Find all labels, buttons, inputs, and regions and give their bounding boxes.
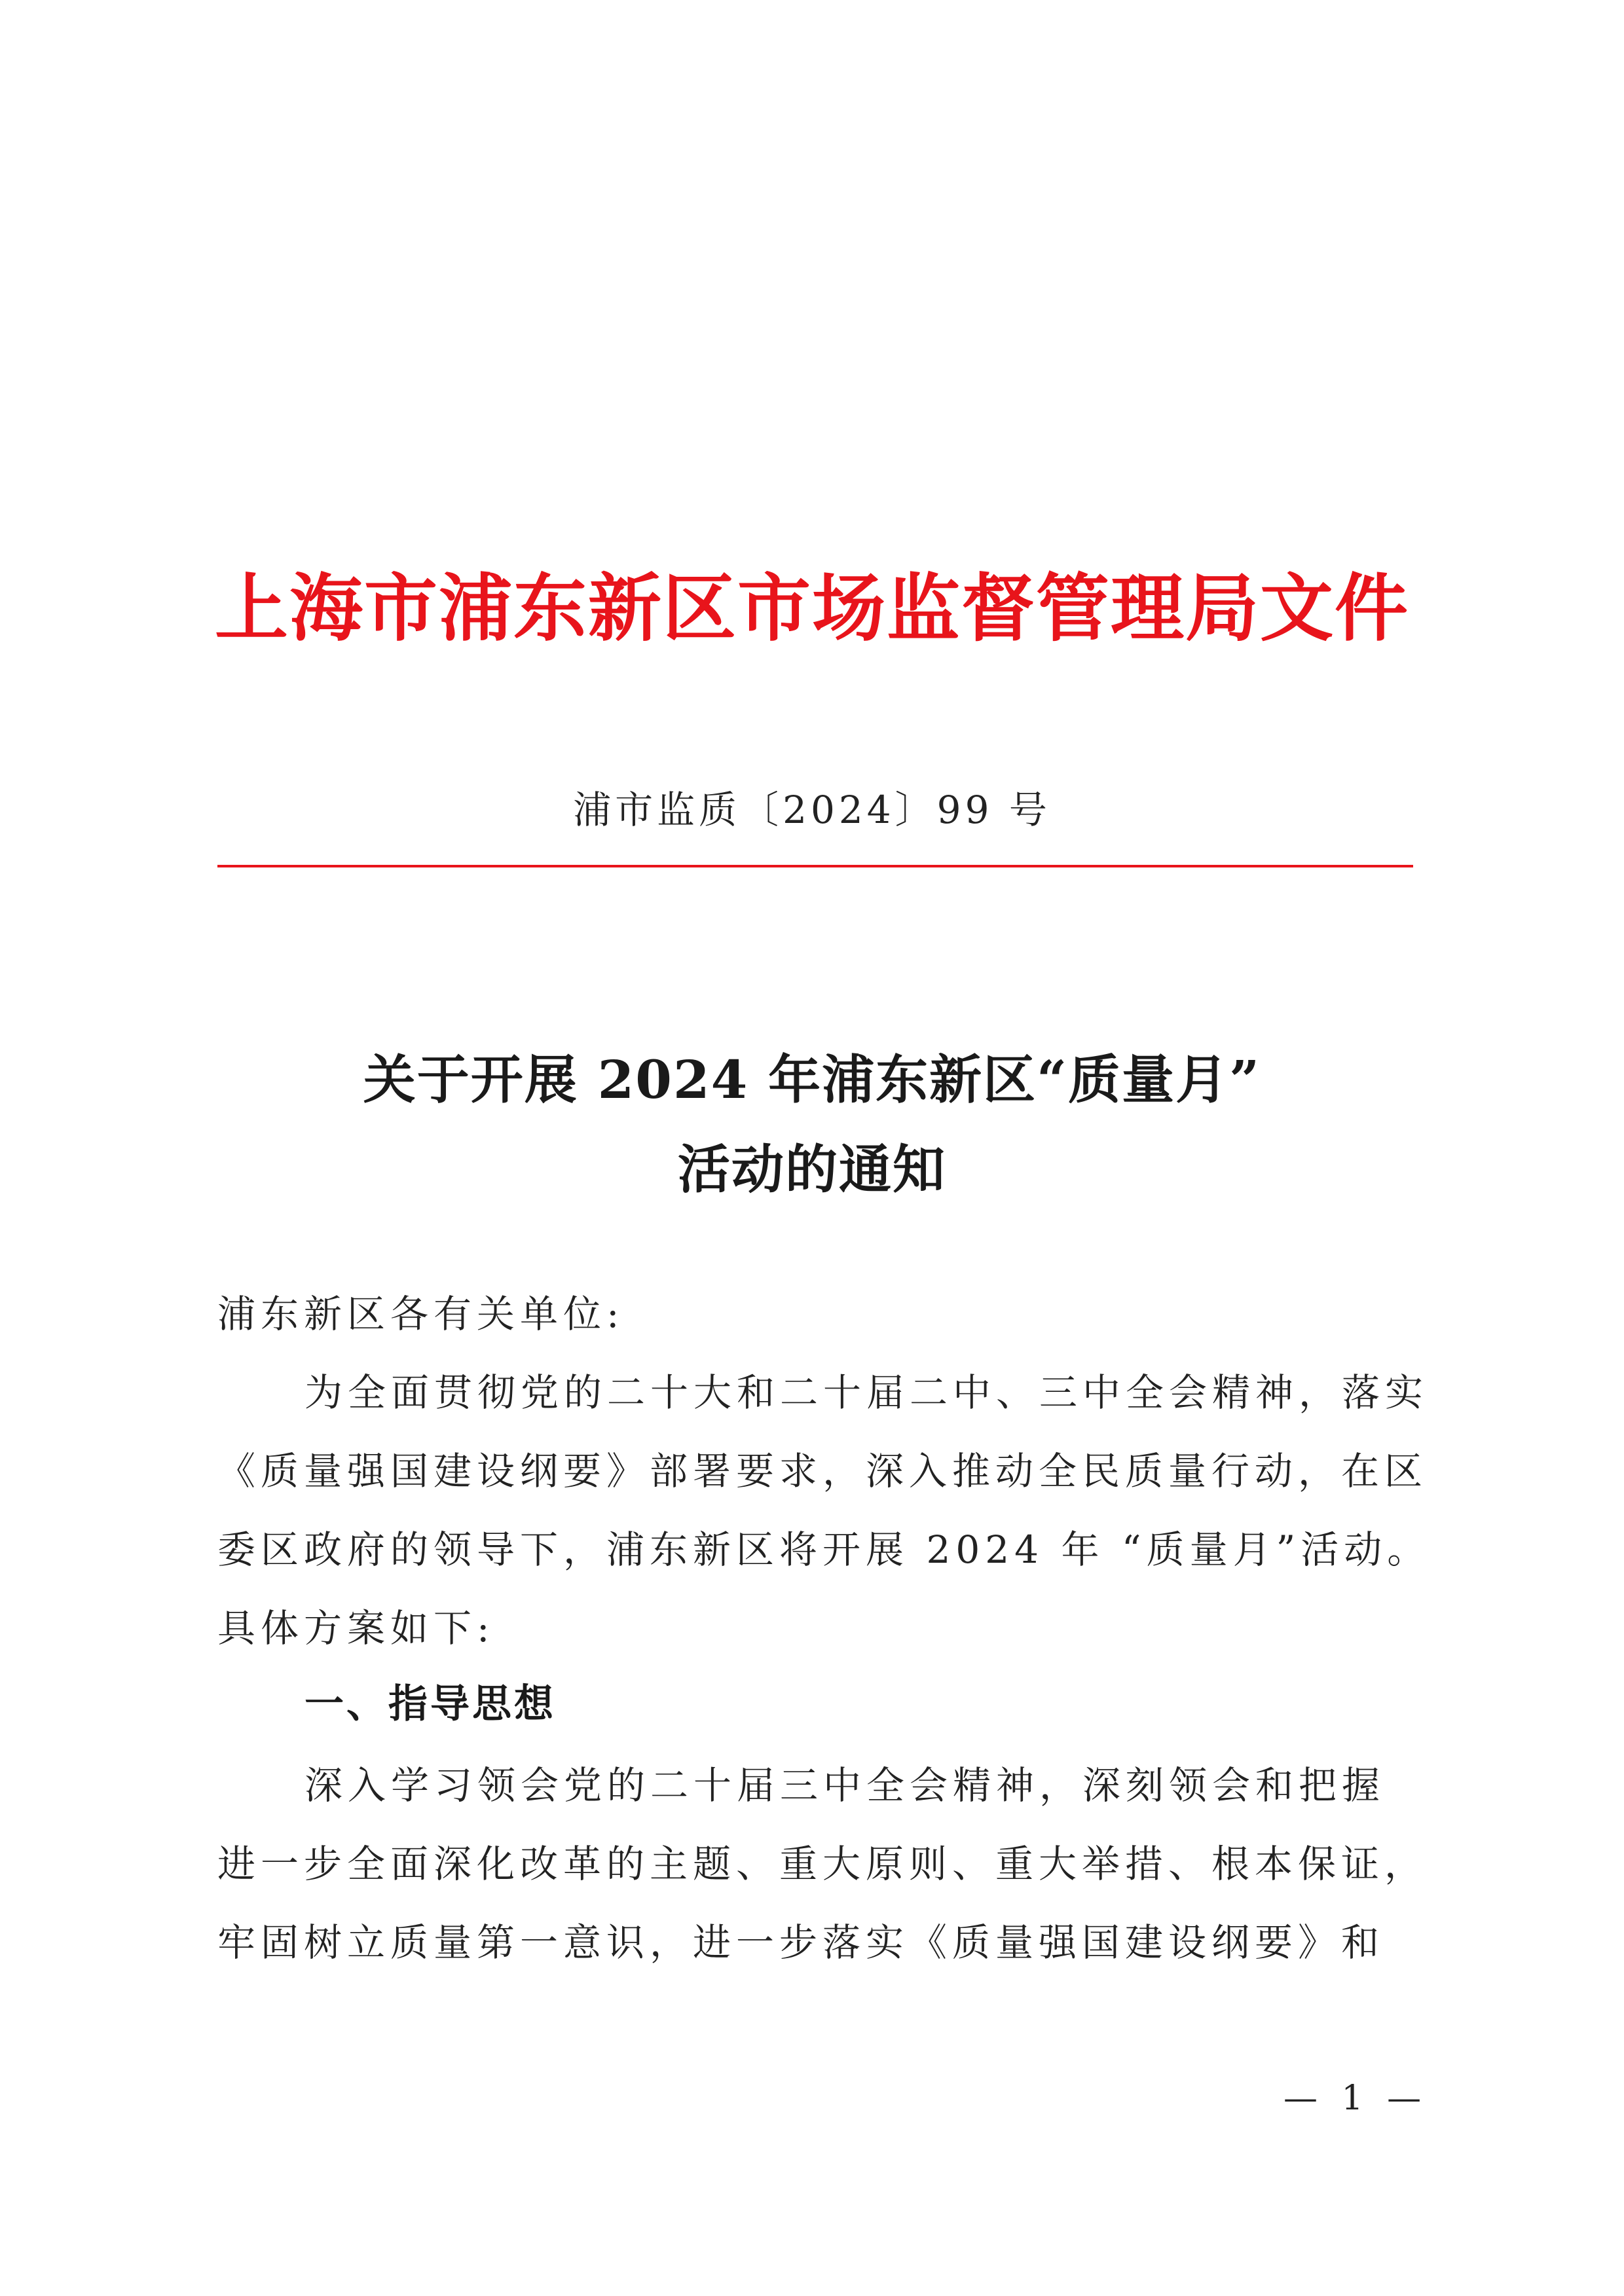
paragraph-1-line-3: 委区政府的领导下，浦东新区将开展 2024 年 “质量月”活动。: [217, 1527, 1431, 1572]
paragraph-2-line-3: 牢固树立质量第一意识，进一步落实《质量强国建设纲要》和: [217, 1920, 1385, 1965]
section-1-heading: 一、指导思想: [304, 1681, 556, 1727]
paragraph-1-line-1: 为全面贯彻党的二十大和二十届二中、三中全会精神，落实: [304, 1370, 1429, 1415]
notice-title-line-2: 活动的通知: [678, 1139, 946, 1200]
document-number: 浦市监质〔2024〕99 号: [573, 788, 1051, 832]
paragraph-2-line-2: 进一步全面深化改革的主题、重大原则、重大举措、根本保证，: [217, 1842, 1428, 1886]
red-divider-line: [217, 865, 1413, 867]
paragraph-1-line-4: 具体方案如下:: [217, 1606, 495, 1650]
masthead-title: 上海市浦东新区市场监督管理局文件: [215, 566, 1409, 651]
paragraph-1-line-2: 《质量强国建设纲要》部署要求，深入推动全民质量行动，在区: [217, 1449, 1428, 1493]
notice-title-line-1: 关于开展 2024 年浦东新区“质量月”: [363, 1049, 1261, 1110]
page-number: — 1 —: [1283, 2079, 1428, 2118]
paragraph-2-line-1: 深入学习领会党的二十届三中全会精神，深刻领会和把握: [304, 1763, 1386, 1808]
salutation: 浦东新区各有关单位:: [217, 1292, 625, 1336]
